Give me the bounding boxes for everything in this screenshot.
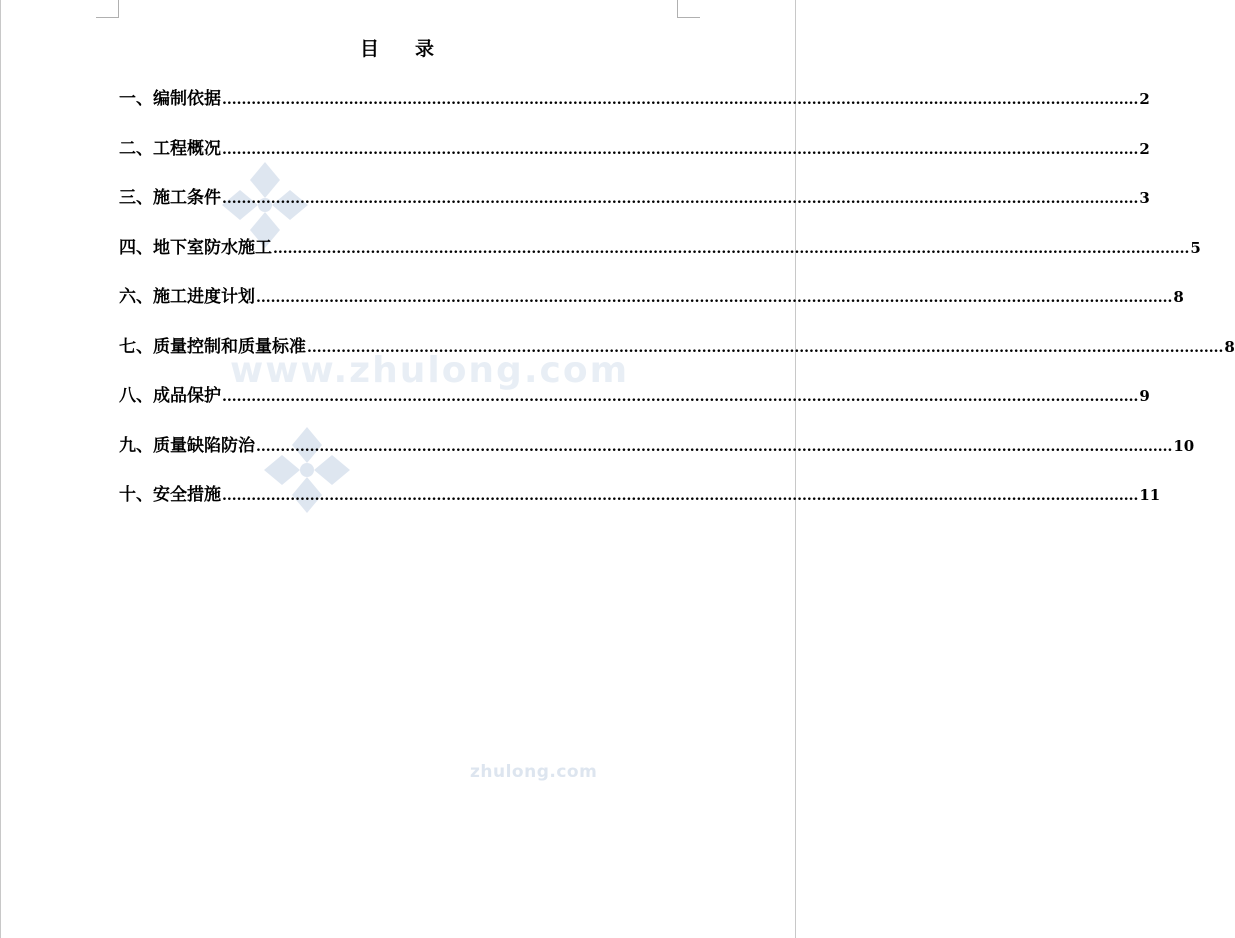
toc-entry[interactable]	[119, 84, 1150, 134]
toc-list	[119, 84, 1235, 530]
toc-page-number: 2	[1139, 90, 1150, 108]
toc-entry-label: 工程概况	[153, 138, 221, 159]
toc-leader-dots: ............................................................................................................................................................................................	[273, 240, 1190, 257]
toc-page-number: 2	[1139, 139, 1150, 158]
toc-entry-number: 七、	[119, 336, 153, 357]
toc-entry-label: 施工条件	[153, 188, 221, 208]
toc-entry-number: 二、	[119, 138, 153, 159]
toc-entry[interactable]	[119, 183, 1150, 233]
toc-entry[interactable]	[119, 480, 1161, 530]
title-char: 录	[415, 38, 437, 60]
toc-leader-dots: ............................................................................................................................................................................................	[222, 389, 1139, 405]
toc-entry-label: 安全措施	[153, 485, 221, 505]
toc-entry-label: 编制依据	[153, 89, 221, 109]
toc-entry-label: 成品保护	[153, 386, 221, 406]
toc-entry-number: 三、	[119, 188, 153, 208]
toc-entry[interactable]	[119, 381, 1150, 431]
title-char: 目	[359, 38, 381, 60]
toc-leader-dots: ............................................................................................................................................................................................	[307, 339, 1224, 356]
toc-leader-dots: ............................................................................................................................................................................................	[222, 141, 1139, 158]
toc-entry-label: 质量控制和质量标准	[153, 336, 306, 357]
toc-page-number: 8	[1173, 288, 1184, 306]
toc-entry[interactable]	[119, 233, 1201, 283]
toc-leader-dots: ............................................................................................................................................................................................	[256, 438, 1173, 455]
toc-leader-dots: ............................................................................................................................................................................................	[222, 92, 1139, 108]
watermark-site-text: zhulong.com	[470, 762, 598, 782]
toc-entry[interactable]	[119, 431, 1195, 481]
toc-page-number: 11	[1139, 486, 1161, 504]
page-edge-left	[0, 0, 1, 938]
toc-entry-number: 六、	[119, 287, 153, 307]
toc-entry-label: 地下室防水施工	[153, 237, 272, 258]
toc-entry[interactable]	[119, 332, 1235, 382]
toc-entry[interactable]	[119, 134, 1150, 184]
crop-mark-top-left	[118, 0, 119, 18]
toc-entry-number: 八、	[119, 386, 153, 406]
crop-mark-top-left	[96, 17, 118, 18]
toc-page-number: 8	[1224, 337, 1235, 356]
toc-page-number: 9	[1139, 387, 1150, 405]
toc-leader-dots: ............................................................................................................................................................................................	[256, 290, 1173, 306]
watermark-site-text: www.zhulong.com	[230, 350, 630, 391]
crop-mark-top-right	[678, 17, 700, 18]
crop-mark-top-right	[677, 0, 678, 18]
toc-entry-number: 十、	[119, 485, 153, 505]
toc-page-number: 10	[1173, 436, 1195, 455]
toc-entry-label: 施工进度计划	[153, 287, 255, 307]
toc-page-number: 5	[1190, 238, 1201, 257]
toc-entry[interactable]	[119, 282, 1184, 332]
page-title	[0, 34, 796, 61]
toc-leader-dots: ............................................................................................................................................................................................	[222, 191, 1139, 207]
toc-entry-number: 四、	[119, 237, 153, 258]
toc-entry-number: 九、	[119, 435, 153, 456]
toc-leader-dots: ............................................................................................................................................................................................	[222, 488, 1139, 504]
toc-entry-number: 一、	[119, 89, 153, 109]
toc-page-number: 3	[1139, 189, 1150, 207]
toc-entry-label: 质量缺陷防治	[153, 435, 255, 456]
